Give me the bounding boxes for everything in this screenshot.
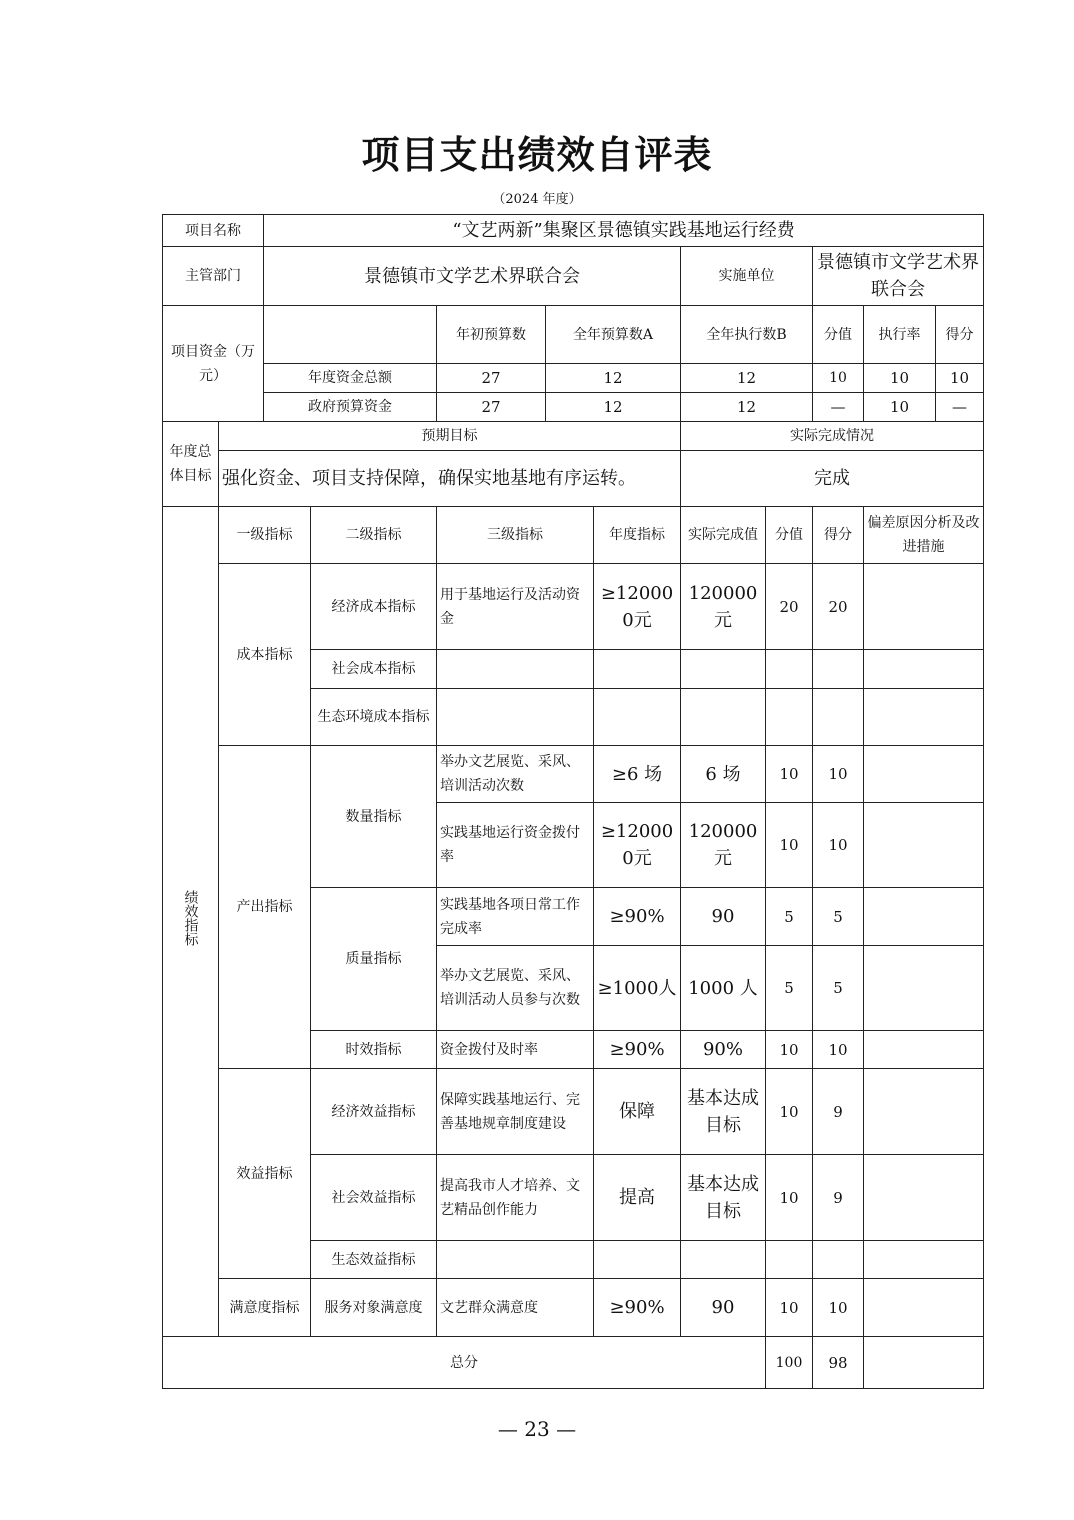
level2-indicator: 社会效益指标	[311, 1155, 437, 1241]
funds-cell: 10	[936, 364, 984, 393]
annual-target	[594, 1241, 681, 1279]
goal-label: 年度总体目标	[163, 422, 219, 507]
impl-label: 实施单位	[681, 247, 813, 306]
annual-target: ≥120000元	[594, 564, 681, 650]
funds-header: 分值	[813, 306, 864, 364]
funds-cell: —	[936, 393, 984, 422]
perf-header: 实际完成值	[681, 507, 766, 564]
deviation-analysis	[864, 1241, 984, 1279]
level3-indicator	[437, 650, 594, 689]
score: 20	[766, 564, 813, 650]
actual-value: 120000元	[681, 564, 766, 650]
level3-indicator: 文艺群众满意度	[437, 1279, 594, 1337]
deviation-analysis	[864, 803, 984, 888]
got-score: 5	[813, 888, 864, 946]
dept-value: 景德镇市文学艺术界联合会	[264, 247, 681, 306]
level1-indicator: 成本指标	[219, 564, 311, 746]
annual-target: 提高	[594, 1155, 681, 1241]
perf-header: 分值	[766, 507, 813, 564]
perf-header: 一级指标	[219, 507, 311, 564]
score	[766, 689, 813, 746]
total-got: 98	[813, 1337, 864, 1389]
score	[766, 1241, 813, 1279]
level3-indicator: 实践基地运行资金拨付率	[437, 803, 594, 888]
got-score: 10	[813, 1031, 864, 1069]
actual-value: 120000元	[681, 803, 766, 888]
level2-indicator: 生态环境成本指标	[311, 689, 437, 746]
funds-header: 全年执行数B	[681, 306, 813, 364]
level3-indicator: 用于基地运行及活动资金	[437, 564, 594, 650]
annual-target: ≥1000人	[594, 946, 681, 1031]
level2-indicator: 数量指标	[311, 746, 437, 888]
deviation-analysis	[864, 746, 984, 803]
got-score: 10	[813, 746, 864, 803]
annual-target: 保障	[594, 1069, 681, 1155]
table-row	[163, 1069, 984, 1155]
funds-cell: 10	[864, 364, 936, 393]
blank-cell	[264, 306, 437, 364]
score: 5	[766, 888, 813, 946]
level2-indicator: 生态效益指标	[311, 1241, 437, 1279]
score: 10	[766, 1031, 813, 1069]
got-score: 10	[813, 1279, 864, 1337]
annual-target: ≥6 场	[594, 746, 681, 803]
funds-row-label: 年度资金总额	[264, 364, 437, 393]
deviation-analysis	[864, 1155, 984, 1241]
actual-value: 90	[681, 888, 766, 946]
score: 10	[766, 1279, 813, 1337]
funds-cell: 12	[681, 393, 813, 422]
perf-header: 年度指标	[594, 507, 681, 564]
annual-target	[594, 689, 681, 746]
perf-header: 得分	[813, 507, 864, 564]
funds-header: 年初预算数	[437, 306, 546, 364]
score: 5	[766, 946, 813, 1031]
total-label: 总分	[163, 1337, 766, 1389]
perf-header: 偏差原因分析及改进措施	[864, 507, 984, 564]
level2-indicator: 经济成本指标	[311, 564, 437, 650]
impl-value: 景德镇市文学艺术界联合会	[813, 247, 984, 306]
level3-indicator: 资金拨付及时率	[437, 1031, 594, 1069]
level2-indicator: 经济效益指标	[311, 1069, 437, 1155]
blank-cell	[864, 1337, 984, 1389]
got-score: 5	[813, 946, 864, 1031]
actual-value: 基本达成目标	[681, 1069, 766, 1155]
level1-indicator: 效益指标	[219, 1069, 311, 1279]
perf-label-text: 绩效指标	[182, 889, 199, 946]
deviation-analysis	[864, 650, 984, 689]
annual-target: ≥90%	[594, 888, 681, 946]
got-score	[813, 650, 864, 689]
table-row	[163, 564, 984, 650]
score: 10	[766, 803, 813, 888]
deviation-analysis	[864, 1031, 984, 1069]
deviation-analysis	[864, 1069, 984, 1155]
level1-indicator: 产出指标	[219, 746, 311, 1069]
funds-cell: 12	[546, 364, 681, 393]
level2-indicator: 服务对象满意度	[311, 1279, 437, 1337]
performance-table	[162, 214, 984, 1389]
table-row	[163, 746, 984, 803]
funds-cell: 12	[681, 364, 813, 393]
annual-target: ≥90%	[594, 1031, 681, 1069]
project-name: “文艺两新”集聚区景德镇实践基地运行经费	[264, 215, 984, 247]
got-score: 9	[813, 1069, 864, 1155]
year-label: （2024 年度）	[492, 192, 582, 207]
level3-indicator: 举办文艺展览、采风、培训活动次数	[437, 746, 594, 803]
funds-header: 执行率	[864, 306, 936, 364]
deviation-analysis	[864, 564, 984, 650]
funds-cell: 12	[546, 393, 681, 422]
funds-cell: 10	[864, 393, 936, 422]
funds-row-label: 政府预算资金	[264, 393, 437, 422]
funds-label: 项目资金（万元）	[163, 306, 264, 422]
actual-value	[681, 650, 766, 689]
perf-header: 三级指标	[437, 507, 594, 564]
actual-value: 90	[681, 1279, 766, 1337]
annual-target: ≥90%	[594, 1279, 681, 1337]
got-score: 10	[813, 803, 864, 888]
funds-cell: 27	[437, 364, 546, 393]
got-score: 20	[813, 564, 864, 650]
level3-indicator	[437, 1241, 594, 1279]
funds-cell: —	[813, 393, 864, 422]
page-number: — 23 —	[497, 1417, 577, 1441]
level3-indicator: 举办文艺展览、采风、培训活动人员参与次数	[437, 946, 594, 1031]
funds-header: 全年预算数A	[546, 306, 681, 364]
score: 10	[766, 746, 813, 803]
perf-label	[163, 507, 219, 1337]
deviation-analysis	[864, 888, 984, 946]
funds-cell: 27	[437, 393, 546, 422]
level2-indicator: 社会成本指标	[311, 650, 437, 689]
expected-goal: 强化资金、项目支持保障，确保实地基地有序运转。	[219, 451, 681, 507]
level3-indicator: 实践基地各项日常工作完成率	[437, 888, 594, 946]
actual-value: 1000 人	[681, 946, 766, 1031]
table-row	[163, 1279, 984, 1337]
actual-value: 6 场	[681, 746, 766, 803]
annual-target	[594, 650, 681, 689]
actual-value: 基本达成目标	[681, 1155, 766, 1241]
level1-indicator: 满意度指标	[219, 1279, 311, 1337]
funds-header: 得分	[936, 306, 984, 364]
level2-indicator: 质量指标	[311, 888, 437, 1031]
level3-indicator	[437, 689, 594, 746]
deviation-analysis	[864, 946, 984, 1031]
actual-value: 90%	[681, 1031, 766, 1069]
score	[766, 650, 813, 689]
level2-indicator: 时效指标	[311, 1031, 437, 1069]
dept-label: 主管部门	[163, 247, 264, 306]
deviation-analysis	[864, 1279, 984, 1337]
level3-indicator: 保障实践基地运行、完善基地规章制度建设	[437, 1069, 594, 1155]
funds-cell: 10	[813, 364, 864, 393]
got-score	[813, 1241, 864, 1279]
level3-indicator: 提高我市人才培养、文艺精品创作能力	[437, 1155, 594, 1241]
perf-header: 二级指标	[311, 507, 437, 564]
total-score: 100	[766, 1337, 813, 1389]
project-name-label: 项目名称	[163, 215, 264, 247]
actual-label: 实际完成情况	[681, 422, 984, 451]
actual-value	[681, 1241, 766, 1279]
actual-value	[681, 689, 766, 746]
page-title: 项目支出绩效自评表	[361, 132, 713, 177]
expected-label: 预期目标	[219, 422, 681, 451]
deviation-analysis	[864, 689, 984, 746]
score: 10	[766, 1069, 813, 1155]
got-score	[813, 689, 864, 746]
annual-target: ≥120000元	[594, 803, 681, 888]
actual-goal: 完成	[681, 451, 984, 507]
score: 10	[766, 1155, 813, 1241]
got-score: 9	[813, 1155, 864, 1241]
